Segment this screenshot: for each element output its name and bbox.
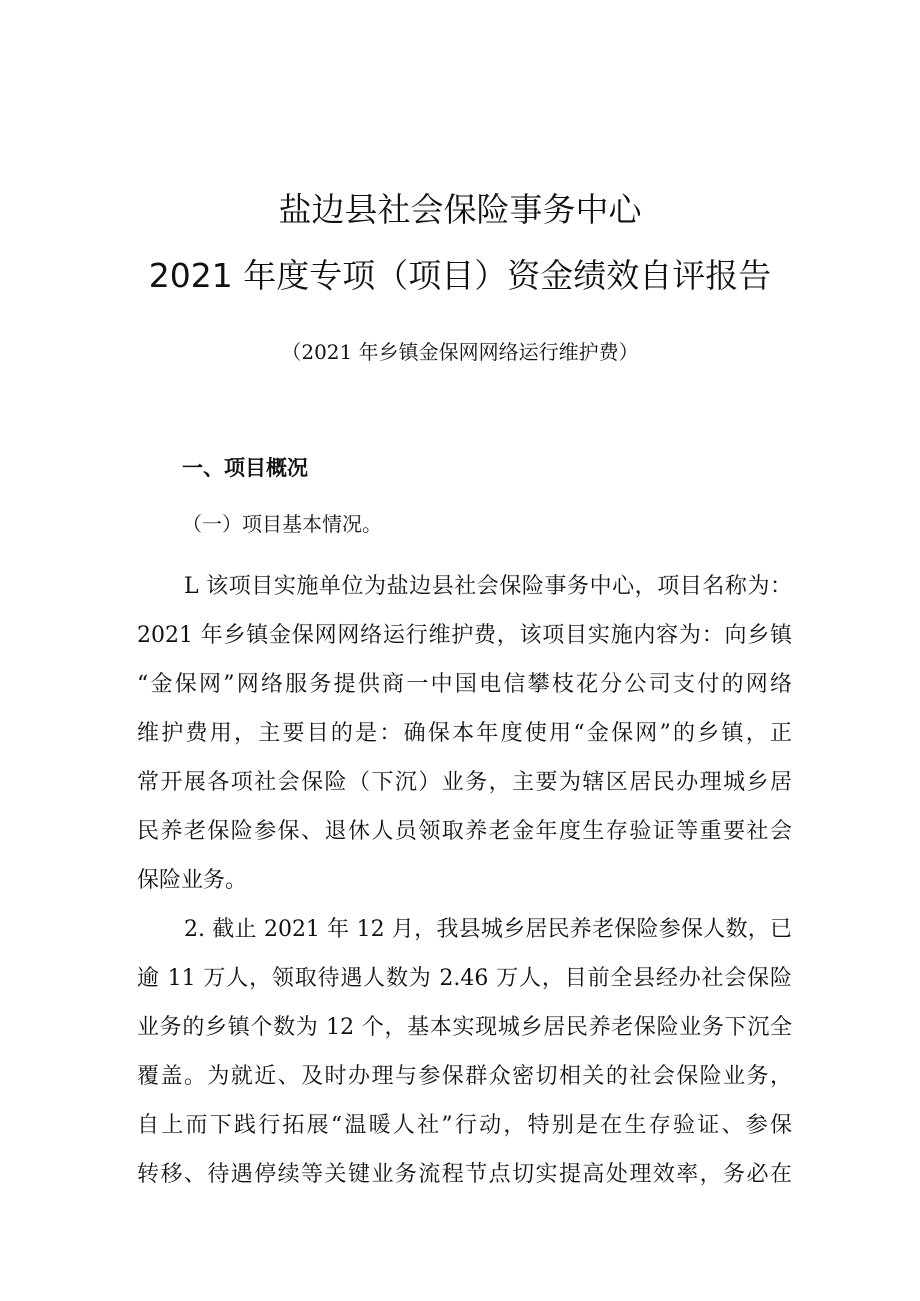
paragraph-line: 维护费用，主要目的是：确保本年度使用“金保网”的乡镇，正 — [137, 721, 792, 746]
paragraph-line: 业务的乡镇个数为 12 个，基本实现城乡居民养老保险业务下沉全 — [137, 1015, 792, 1040]
paragraph-line: 逾 11 万人，领取待遇人数为 2.46 万人，目前全县经办社会保险 — [137, 966, 792, 991]
paragraph-line: 保险业务。 — [137, 868, 248, 893]
paragraph-line: “金保网”网络服务提供商一中国电信攀枝花分公司支付的网络 — [137, 672, 792, 697]
paragraph-line: 常开展各项社会保险（下沉）业务，主要为辖区居民办理城乡居 — [137, 770, 792, 795]
paragraph-line: 覆盖。为就近、及时办理与参保群众密切相关的社会保险业务， — [137, 1064, 792, 1089]
document-subtitle: （2021 年乡镇金保网网络运行维护费） — [281, 340, 639, 364]
paragraph-line: L 该项目实施单位为盐边县社会保险事务中心，项目名称为： — [184, 574, 792, 599]
paragraph-line: 转移、待遇停续等关键业务流程节点切实提高处理效率，务必在 — [137, 1162, 792, 1187]
paragraph-1 — [137, 562, 792, 905]
paragraph-line: 2021 年乡镇金保网网络运行维护费，该项目实施内容为：向乡镇 — [137, 623, 792, 648]
paragraph-line: 2. 截止 2021 年 12 月，我县城乡居民养老保险参保人数，已 — [184, 917, 792, 942]
document-title-line2: 2021 年度专项（项目）资金绩效自评报告 — [148, 256, 772, 295]
paragraph-line: 自上而下践行拓展“温暖人社”行动，特别是在生存验证、参保 — [137, 1113, 792, 1138]
section-heading-overview: 一、项目概况 — [182, 456, 308, 480]
subsection-heading-basic-info: （一）项目基本情况。 — [182, 512, 382, 536]
document-title-line1: 盐边县社会保险事务中心 — [278, 190, 642, 229]
paragraph-line: 民养老保险参保、退休人员领取养老金年度生存验证等重要社会 — [137, 819, 792, 844]
paragraph-2 — [137, 905, 792, 1199]
